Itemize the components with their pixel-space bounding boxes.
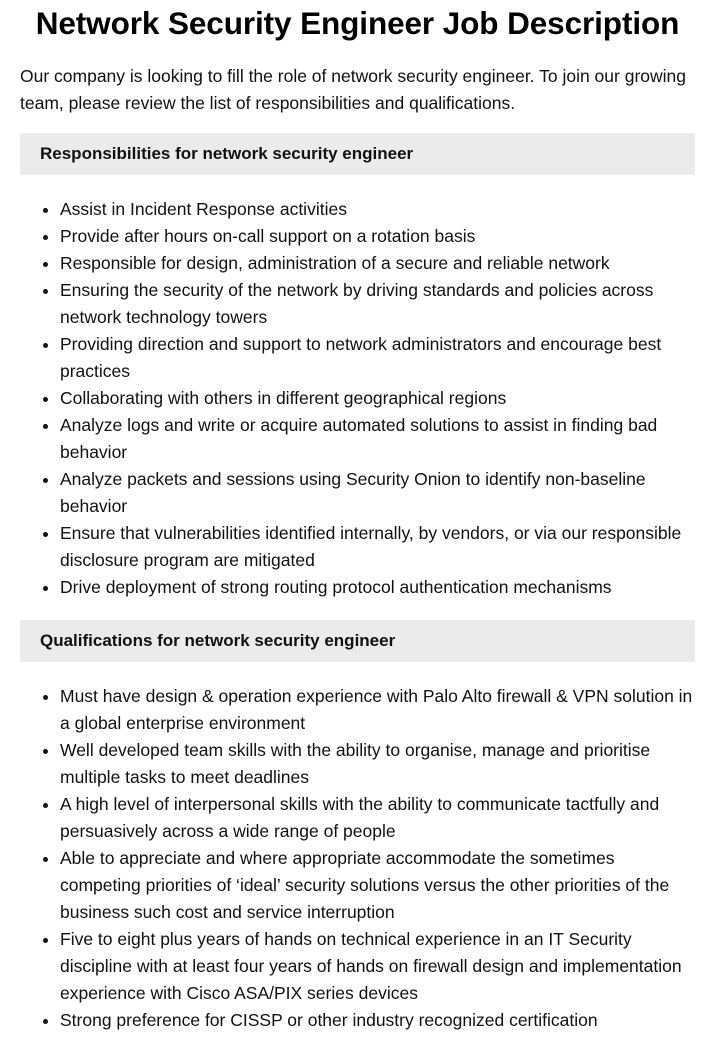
responsibilities-list [20,196,695,601]
qualification-item: Able to appreciate and where appropriate accommodate the sometimes competing priorities of ‘ideal’ security solutions versus the other priorities of the business such cost and service interruption [60,845,695,926]
responsibility-item: Provide after hours on-call support on a rotation basis [60,223,695,250]
responsibility-item: Collaborating with others in different geographical regions [60,385,695,412]
responsibility-item: Responsible for design, administration of a secure and reliable network [60,250,695,277]
responsibility-item: Assist in Incident Response activities [60,196,695,223]
responsibility-item: Analyze logs and write or acquire automated solutions to assist in finding bad behavior [60,412,695,466]
intro-paragraph: Our company is looking to fill the role of network security engineer. To join our growing team, please review the list of responsibilities and qualifications. [20,66,686,113]
responsibility-item: Ensuring the security of the network by driving standards and policies across network technology towers [60,277,695,331]
qualification-item: Strong preference for CISSP or other industry recognized certification [60,1007,695,1034]
qualification-item: Well developed team skills with the ability to organise, manage and prioritise multiple tasks to meet deadlines [60,737,695,791]
responsibility-item: Ensure that vulnerabilities identified internally, by vendors, or via our responsible disclosure program are mitigated [60,520,695,574]
qualifications-heading: Qualifications for network security engineer [20,620,695,662]
qualification-item: Five to eight plus years of hands on technical experience in an IT Security discipline with at least four years of hands on firewall design and implementation experience with Cisco ASA/PIX series devices [60,926,695,1007]
qualification-item: Must have design & operation experience with Palo Alto firewall & VPN solution in a global enterprise environment [60,683,695,737]
responsibility-item: Drive deployment of strong routing protocol authentication mechanisms [60,574,695,601]
qualifications-list [20,683,695,1034]
qualification-item: A high level of interpersonal skills with the ability to communicate tactfully and persuasively across a wide range of people [60,791,695,845]
responsibility-item: Providing direction and support to network administrators and encourage best practices [60,331,695,385]
responsibilities-heading: Responsibilities for network security engineer [20,133,695,175]
responsibility-item: Analyze packets and sessions using Security Onion to identify non-baseline behavior [60,466,695,520]
page-title: Network Security Engineer Job Description [35,5,680,41]
